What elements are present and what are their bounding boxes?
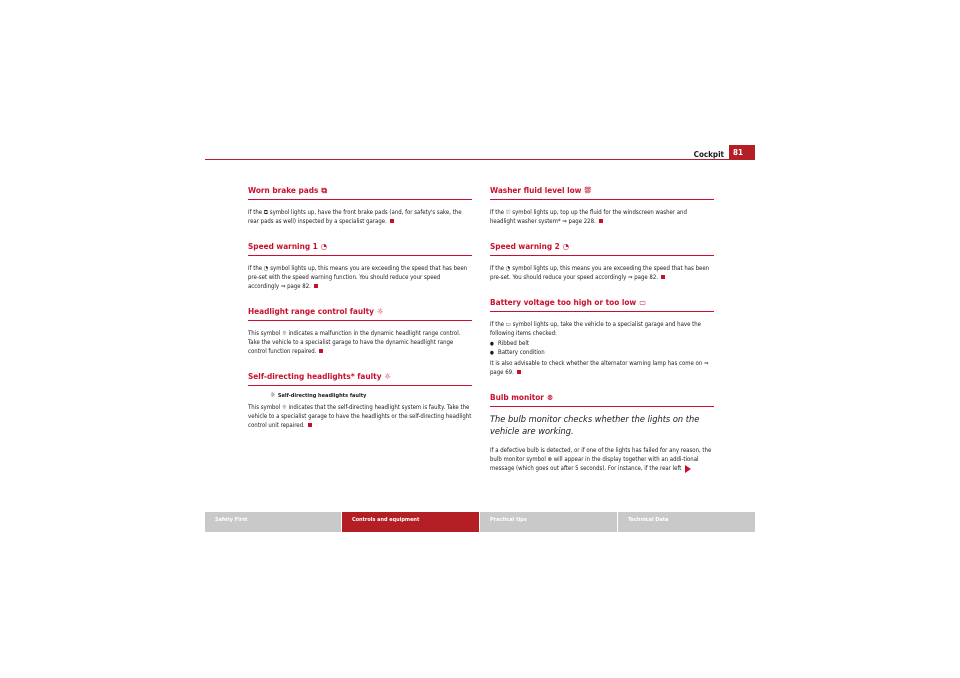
section-washer-fluid: [490, 185, 714, 226]
section-text: If the ◔ symbol lights up, this means you are exceeding the speed that has been pre-set. You should reduce your speed accordingly ⇒ page 82.: [490, 265, 710, 281]
section-text: If the ◔ symbol lights up, this means you are exceeding the speed that has been pre-set with the speed warning function. You should reduce your speed accordingly ⇒ page 82.: [248, 265, 468, 290]
header-rule: [205, 159, 755, 160]
section-speed-warning-2: [490, 241, 714, 282]
right-column: [490, 185, 714, 473]
page-number: 81: [729, 145, 755, 160]
page-header-title: Cockpit: [693, 150, 724, 159]
section-text: If the ⛆ symbol lights up, top up the fluid for the windscreen washer and headlight washer system* ⇒ page 228.: [490, 209, 687, 225]
section-title: Battery voltage too high or too low ▭: [490, 297, 714, 312]
continue-arrow-icon: [685, 465, 691, 473]
section-title: Worn brake pads ⧉: [248, 185, 472, 200]
headlight-icon: ☼: [270, 391, 278, 399]
section-bulb-monitor: [490, 392, 714, 473]
footer-tab-practical-tips[interactable]: Practical tips: [480, 512, 617, 532]
check-list: [490, 340, 714, 357]
brake-pad-icon: ⧉: [321, 186, 328, 195]
section-text: It is also advisable to check whether the alternator warning lamp has come on ⇒ page 69.: [490, 360, 709, 377]
subheading: ☼ Self-directing headlights faulty: [270, 391, 367, 399]
section-title: Washer fluid level low ⛆: [490, 185, 714, 200]
section-self-directing-headlights: [248, 371, 472, 430]
section-lead: The bulb monitor checks whether the lights on the vehicle are working.: [490, 414, 700, 438]
section-battery-voltage: [490, 297, 714, 377]
end-marker-icon: [599, 219, 603, 223]
section-title: Bulb monitor ⊗: [490, 392, 714, 407]
section-text: If the ⧉ symbol lights up, have the front brake pads (and, for safety's sake, the rear pads as well) inspected by a specialist garage.: [248, 209, 462, 225]
section-title: Speed warning 2 ◔: [490, 241, 714, 256]
end-marker-icon: [390, 219, 394, 223]
end-marker-icon: [661, 275, 665, 279]
washer-fluid-icon: ⛆: [584, 186, 591, 195]
section-headlight-range: [248, 306, 472, 356]
bulb-monitor-icon: ⊗: [546, 393, 553, 403]
section-title: Self-directing headlights* faulty ☼: [248, 371, 472, 386]
speed-warning-1-icon: ◔: [320, 242, 328, 251]
footer-tab-controls-and-equipment[interactable]: Controls and equipment: [342, 512, 479, 532]
section-worn-brake-pads: [248, 185, 472, 226]
left-column: [248, 185, 472, 430]
section-title: Speed warning 1 ◔: [248, 241, 472, 256]
speed-warning-2-icon: ◔: [562, 242, 570, 251]
end-marker-icon: [319, 349, 323, 353]
section-speed-warning-1: [248, 241, 472, 291]
footer-tab-technical-data[interactable]: Technical Data: [618, 512, 755, 532]
list-item: ● Battery condition: [490, 349, 714, 358]
section-text: If the ▭ symbol lights up, take the vehicle to a specialist garage and have the following items checked:: [490, 321, 701, 337]
footer-tab-safety-first[interactable]: Safety First: [205, 512, 341, 532]
section-title: Headlight range control faulty ☼: [248, 306, 472, 321]
section-text: If a defective bulb is detected, or if one of the lights has failed for any reason, the bulb monitor symbol ⊗ will appear in the display together with an addi-tional message (which goes out after 5 seconds). For instance, if the rear left: [490, 447, 712, 473]
section-text: This symbol ☼ indicates a malfunction in the dynamic headlight range control. Take the vehicle to a specialist garage to have the dynamic headlight range control function repaired.: [248, 330, 461, 355]
end-marker-icon: [308, 423, 312, 427]
headlight-range-icon: ☼: [376, 307, 384, 316]
battery-icon: ▭: [639, 298, 647, 307]
self-directing-headlight-icon: ☼: [384, 372, 391, 381]
list-item: ● Ribbed belt: [490, 340, 714, 349]
section-text: This symbol ☼ indicates that the self-directing headlight system is faulty. Take the vehicle to a specialist garage to have the headlights or the self-directing headlight control unit repaired.: [248, 404, 472, 429]
end-marker-icon: [314, 284, 318, 288]
end-marker-icon: [517, 370, 521, 374]
